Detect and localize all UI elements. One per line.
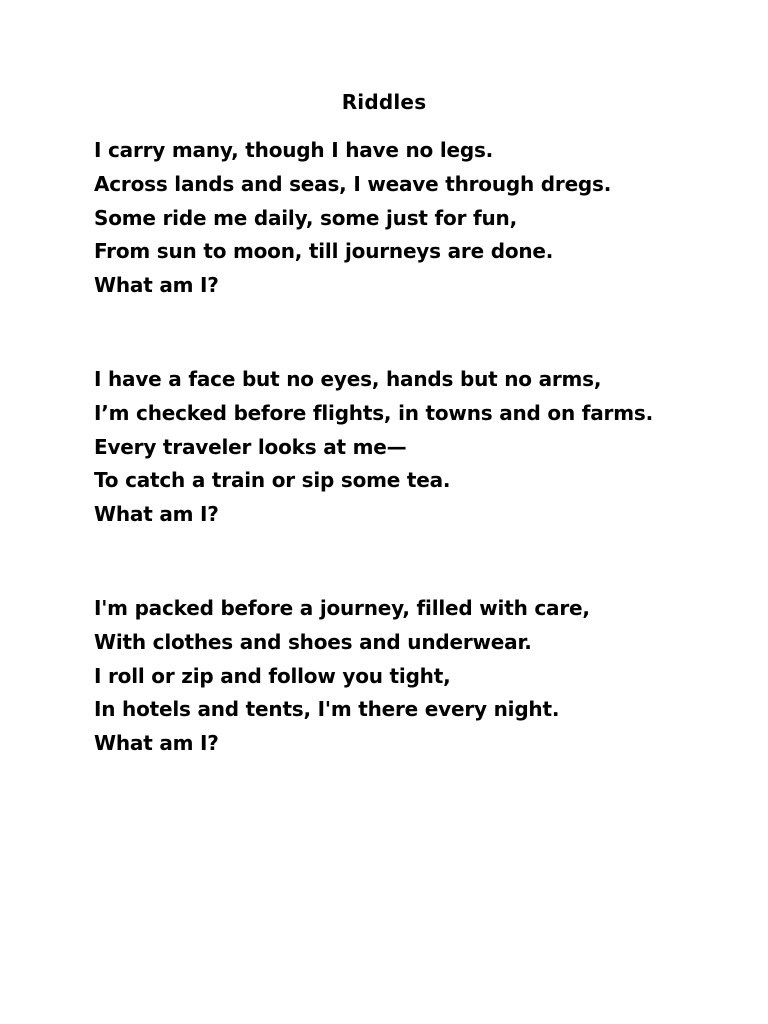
riddle-line: In hotels and tents, I'm there every night.	[94, 697, 560, 722]
riddle-line: I roll or zip and follow you tight,	[94, 663, 451, 688]
riddle-line: I have a face but no eyes, hands but no arms,	[94, 367, 602, 391]
riddle-1	[94, 134, 734, 303]
riddle-3	[94, 592, 734, 761]
page-title: Riddles	[341, 90, 427, 114]
riddle-line: I’m checked before flights, in towns and on farms.	[94, 400, 653, 425]
riddle-line: Across lands and seas, I weave through dregs.	[94, 171, 612, 196]
riddle-question: What am I?	[94, 502, 219, 527]
riddle-line: I carry many, though I have no legs.	[94, 138, 494, 162]
riddle-line: From sun to moon, till journeys are done.	[94, 239, 554, 264]
riddle-line: Some ride me daily, some just for fun,	[94, 205, 517, 230]
riddle-2	[94, 363, 734, 532]
riddle-question: What am I?	[94, 273, 219, 298]
riddle-question: What am I?	[94, 731, 219, 756]
riddle-line: With clothes and shoes and underwear.	[94, 629, 532, 654]
riddle-line: I'm packed before a journey, filled with care,	[94, 596, 590, 620]
riddle-line: To catch a train or sip some tea.	[94, 468, 451, 493]
riddle-line: Every traveler looks at me—	[94, 434, 407, 459]
